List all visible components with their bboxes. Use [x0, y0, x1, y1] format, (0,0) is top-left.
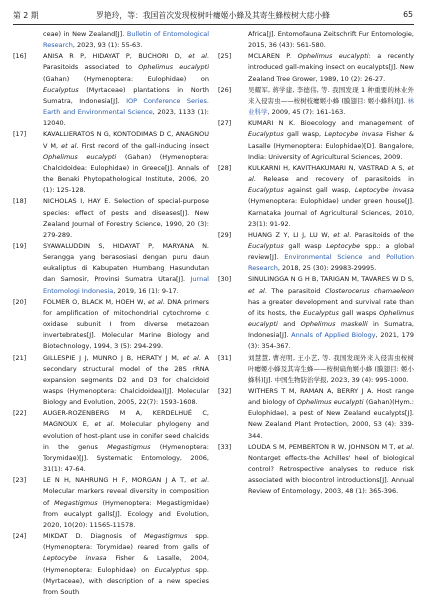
reference-entry [218, 29, 414, 51]
reference-entry [218, 274, 414, 352]
italic-text: Megastigmus [54, 498, 98, 507]
reference-text: AUGER-ROZENBERG M A, KERDELHUÉ C, MAGNOUX E, [43, 409, 209, 429]
journal-link[interactable]: IOP Conference Series. Earth and Environmental Science [43, 96, 209, 117]
reference-text: 刘慧慧, 曹亮明, 王小艺, 等. 我国发现外来入侵害虫桉树叶瘿姬小蜂及其寄生蜂——桉树扁角姬小蜂 (膜翅目: 姬小蜂科)[J]. 中国生物防治学报, 2023, 39 (4): 995-1000. [248, 353, 414, 384]
italic-text: Leptocybe [326, 241, 361, 250]
reference-text: , 2009, 45 (7): 161-163. [267, 108, 346, 117]
reference-entry [13, 241, 209, 297]
reference-text: KAVALLIERATOS N G, KONTODIMAS D C, ANAGNOU V M, [43, 130, 209, 150]
italic-text: Eucalyptus [303, 308, 339, 317]
reference-number: [19] [13, 241, 27, 250]
reference-text: . Molecular markers reveal diversity in composition of [43, 476, 210, 507]
page-number: 65 [403, 10, 413, 19]
running-header [13, 10, 413, 24]
reference-column-left [13, 29, 209, 598]
reference-text: against gall wasp, [283, 186, 355, 195]
italic-text: Eucalyptus [248, 130, 284, 139]
reference-text: HUANG Z Y, LI J, LU W, [248, 230, 334, 239]
reference-text: (Gahan) (Hymenoptera: Chalcidoidea: Eulophidae) in Greece[J]. Annals of the Benaki Phytopathological Institute, 2006, 20 (1): 125-128. [43, 152, 209, 195]
reference-text: SYAWALUDDIN S, HIDAYAT P, MARYANA N. Serangga yang berasosiasi dengan puru daun eukaliptus di Kabupaten Humbang Hasundutan dan Samosir, Provinsi Sumatra Utara[J]. [43, 241, 209, 284]
italic-text: Leptocybe invasa [324, 130, 383, 139]
italic-text: Ophelimus maskelli [300, 320, 368, 329]
reference-entry [13, 531, 209, 598]
reference-text: (Gahan)(Hym.: Eulophidae), a pest of New Zealand eucalypts[J]. New Zealand Plant Protection, 2000, 53 (4): 339-344. [248, 398, 414, 440]
reference-text: has a greater development and survival rate than of its hosts, the [248, 297, 414, 317]
reference-text: MCLAREN P. [248, 52, 298, 61]
reference-text: and [277, 320, 301, 329]
reference-entry [218, 118, 414, 163]
italic-text: Closterocerus chamaeleon [324, 286, 414, 295]
running-title: 罗艳玲，等：我国首次发现桉树叶瘿姬小蜂及其寄生蜂桉树大痣小蜂 [96, 11, 330, 20]
reference-text: , 2023, 93 (1): 55-63. [72, 41, 143, 50]
reference-entry [218, 230, 414, 275]
italic-text: et al [182, 353, 199, 362]
reference-text: : a recently introduced gall-making insect on eucalypts[J]. New Zealand Tree Grower, 1989, 10 (2): 26-27. [248, 52, 414, 83]
reference-text: . Nontarget effects-the Achilles' heel of biological control? Retrospective analyses to reduce risk associated with biocontrol introductions[J]. Annual Review of Entomology, 2003, 48 (1): 365-396. [248, 442, 414, 496]
italic-text: et al [333, 230, 350, 239]
reference-entry [218, 163, 414, 230]
reference-text: . The parasitoid [264, 286, 325, 295]
reference-text: (Gahan) (Hymenoptera: Eulophidae) on [43, 74, 209, 83]
reference-text: KUMARI N K. Bioecology and management of [248, 119, 414, 128]
reference-text: . Parasitoids of the [349, 230, 415, 239]
italic-text: Leptocybe invasa [354, 186, 414, 195]
italic-text: et al [94, 420, 113, 429]
reference-number: [16] [13, 52, 27, 61]
reference-number: [32] [218, 387, 232, 395]
reference-number: [27] [218, 119, 232, 128]
reference-entry [218, 51, 414, 84]
journal-link[interactable]: 林业科学 [248, 96, 414, 117]
reference-entry [13, 29, 209, 51]
reference-entry [13, 353, 209, 409]
italic-text: Ophelimus eucalypti [138, 63, 210, 72]
reference-column-right [218, 29, 414, 498]
reference-number: [33] [218, 442, 232, 451]
reference-number: [25] [218, 52, 232, 61]
italic-text: Eucalyptus [248, 186, 284, 195]
reference-text: ANISA R P, HIDAYAT P, BUCHORI D, [43, 52, 189, 61]
reference-text: (Myrtaceae) plantations in North Sumatra, Indonesia[J]. [43, 85, 209, 105]
italic-text: Megastigmus [144, 532, 188, 541]
italic-text: et al [188, 52, 207, 61]
reference-entry [13, 51, 209, 129]
reference-number: [29] [218, 230, 232, 239]
reference-number: [17] [13, 130, 27, 139]
reference-entry [218, 386, 414, 442]
reference-text: MIKDAT D. Diagnosis of [43, 532, 144, 541]
reference-text: WITHERS T M, RAMAN A, BERRY J A. Host range and biology of [248, 387, 414, 407]
header-rule [13, 24, 414, 25]
italic-text: Ophelimus eucalypti [296, 398, 364, 407]
italic-text: Ophelimus eucalypti [43, 152, 117, 161]
reference-text: Fisher & Lasalle, 2004, (Hymenoptera: Eulophidae) on [43, 554, 209, 574]
italic-text: et al [147, 297, 163, 306]
reference-text: , 2019, 16 (1): 9-17. [113, 286, 179, 295]
italic-text: Eucalyptus [248, 241, 284, 250]
italic-text: Eucalyptus [43, 85, 79, 94]
reference-text: in Sumatra, Indonesia[J]. [248, 320, 414, 340]
reference-number: [18] [13, 197, 27, 206]
italic-text: et al [248, 286, 265, 295]
reference-text: . Parasitoids associated to [43, 52, 209, 72]
reference-entry [13, 408, 209, 475]
reference-text: (Hymenoptera: Torymidae)[J]. Systematic Entomology, 2006, 31(1): 47-64. [43, 442, 209, 474]
reference-number: [22] [13, 409, 27, 418]
reference-text: LOUDA S M, PEMBERTON R W, JOHNSON M T, [248, 442, 398, 451]
reference-text: , 2023, 1133 (1): 12040. [43, 108, 209, 128]
reference-text: . First record of the gall-inducing insect [76, 141, 209, 150]
reference-text: , 2021, 179 (3): 354-367. [248, 331, 414, 351]
reference-number: [24] [13, 532, 27, 541]
reference-text: NICHOLAS I, HAY E. Selection of special-purpose species: effect of pests and diseases[J]. New Zealand Journal of Forestry Science, 1990, 20 (3): 279-289. [43, 197, 209, 239]
reference-text: (Hymenoptera: Megastigmidae) from eucalypt galls[J]. Ecology and Evolution, 2020, 10(20): 11565-11578. [43, 498, 209, 529]
italic-text: et al [190, 476, 207, 485]
reference-text: spp. (Hymenoptera: Torymidae) reared from galls of [43, 532, 209, 552]
reference-text: . Release and recovery of parasitoids in [253, 175, 414, 184]
reference-entry [218, 85, 414, 118]
reference-text: gall wasps [338, 308, 380, 317]
reference-entry [13, 196, 209, 241]
reference-text: SINULINGGA N G H B, TARIGAN M, TAVARES W D S, [248, 275, 414, 284]
reference-text: spp. (Myrtaceae), with description of a new species from South [43, 565, 209, 596]
journal-link[interactable]: Environmental Science and Pollution Research [248, 253, 415, 273]
reference-entry [13, 475, 209, 531]
italic-text: Leptocybe invasa [43, 554, 107, 563]
reference-entry [218, 442, 414, 498]
reference-number: [20] [13, 297, 27, 306]
reference-text: gall wasp, [283, 130, 325, 139]
reference-text: spp.: a global review[J]. [248, 241, 414, 262]
italic-text: Eucalyptus [154, 565, 191, 574]
reference-text: Fisher & Lasalle (Hymenoptera: Eulophidae)[D]. Bangalore, India: University of Agricultural Sciences, 2009. [248, 130, 414, 161]
reference-number: [21] [13, 353, 27, 362]
reference-number: [30] [218, 275, 232, 284]
italic-text: et al [248, 163, 414, 184]
reference-entry [218, 353, 414, 386]
reference-number: [31] [218, 353, 232, 362]
italic-text: Megastigmus [107, 442, 151, 451]
reference-text: KULKARNI H, KAVITHAKUMARI N, VASTRAD A S, [248, 163, 408, 172]
reference-text: LE N H, NAHRUNG H F, MORGAN J A T, [43, 476, 191, 485]
reference-text: Africa[J]. Entomofauna Zeitschrift Fur Entomologie, 2015, 36 (43): 561-580. [248, 30, 414, 50]
reference-text: GILLESPIE J J, MUNRO J B, HERATY J M, [43, 353, 183, 362]
reference-number: [28] [218, 163, 232, 172]
italic-text: Ophelimus eucalypti [297, 52, 369, 61]
reference-text: (Hymenoptera: Eulophidae) under green house[J]. Karnataka Journal of Agricultural Sciences, 2010, 23(1): 91-92. [248, 197, 414, 228]
reference-text: . A secondary structural model of the 28S rRNA expansion segments D2 and D3 for chalcidoid wasps (Hymenoptera: Chalcidoidea)[J]. Molecular Biology and Evolution, 2005, 22(7): 1593-1608. [43, 353, 209, 407]
reference-text: ceae) in New Zealand[J]. [43, 30, 127, 38]
journal-link[interactable]: Annals of Applied Biology [291, 331, 376, 340]
reference-text: . DNA primers for amplification of mitochondrial cytochrome c oxidase subunit I from diverse metazoan invertebrates[J]. Molecular Marine Biology and Biotechnology, 1994, 3 (5): 294-299. [43, 297, 209, 351]
reference-number: [26] [218, 85, 232, 94]
reference-text: , 2018, 25 (30): 29983-29995. [277, 264, 377, 273]
reference-text: 吴耀军, 蒋学建, 李德伟, 等. 我国发现 1 种重要的林业外来入侵害虫——桉树枝瘿姬小蜂 (膜翅目: 姬小蜂科)[J]. [248, 85, 414, 105]
italic-text: et al [61, 141, 77, 150]
reference-number: [23] [13, 476, 27, 485]
reference-text: FOLMER O, BLACK M, HOEH W, [43, 297, 148, 306]
issue-number: 第 2 期 [13, 11, 39, 20]
reference-entry [13, 297, 209, 353]
reference-text: gall wasp [283, 241, 327, 250]
italic-text: Ophelimus eucalypti [248, 308, 414, 329]
italic-text: et al [397, 442, 412, 451]
journal-link[interactable]: Jurnal Entomologi Indonesia [43, 275, 209, 295]
reference-entry [13, 129, 209, 196]
journal-link[interactable]: Bulletin of Entomological Research [43, 30, 209, 50]
reference-text: . Molecular phylogeny and evolution of host-plant use in conifer seed chalcids in the genus [43, 420, 209, 451]
